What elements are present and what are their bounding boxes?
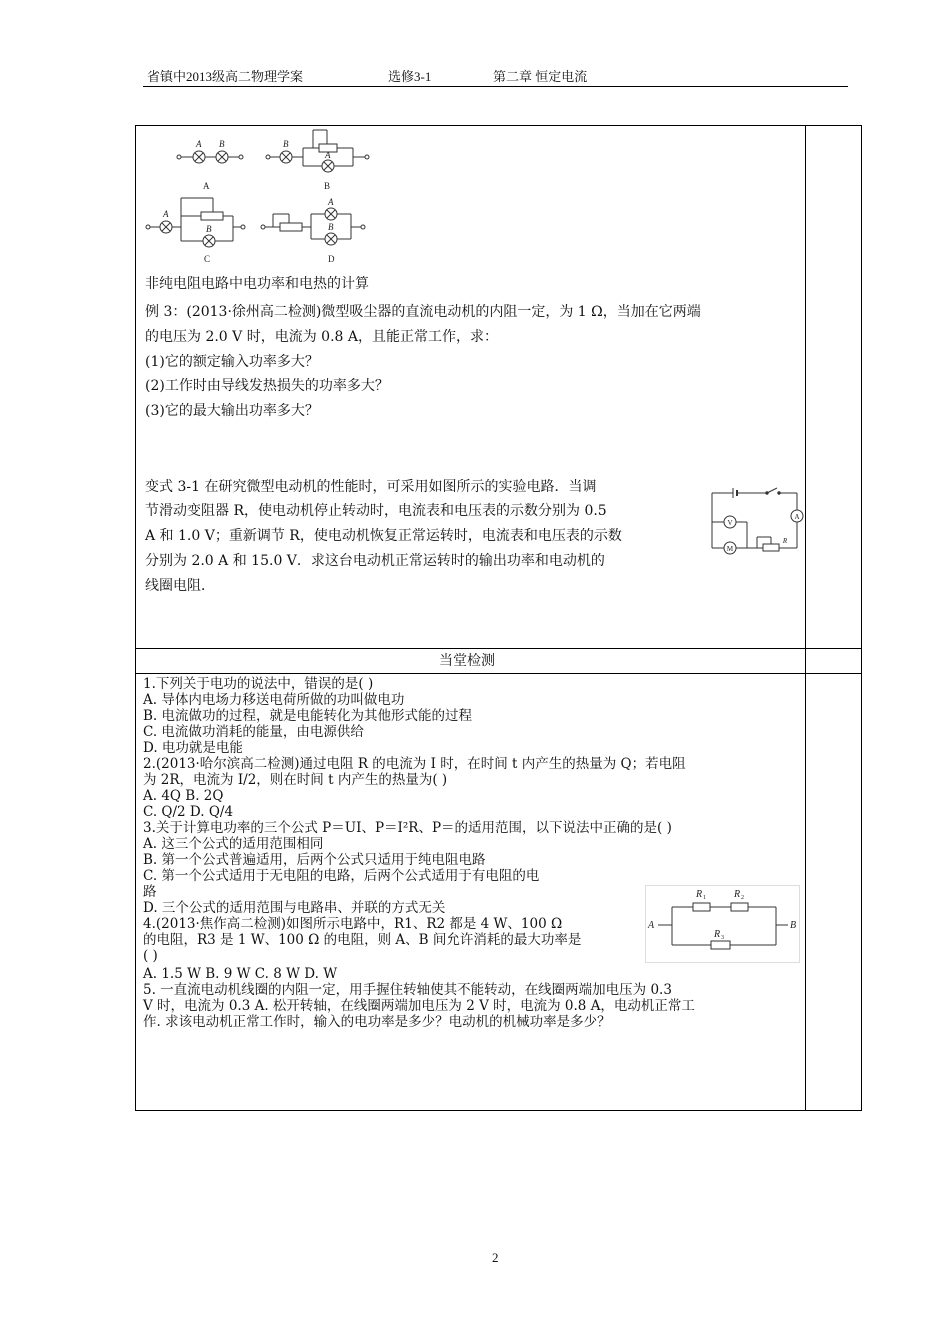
section-title: 当堂检测 — [439, 653, 495, 669]
q1-option-c: C. 电流做功消耗的能量，由电源供给 — [143, 724, 364, 740]
lamp-label-b3: B — [206, 224, 212, 234]
title-row-rule — [135, 673, 862, 674]
terminal-b-label: B — [790, 920, 797, 931]
q5-line-1: 5. 一直流电动机线圈的内阻一定，用手握住转轴使其不能转动，在线圈两端加电压为 0.3 — [143, 982, 672, 998]
lamp-circuits-figure — [143, 126, 375, 266]
q2-options-ab: A. 4Q B. 2Q — [143, 788, 224, 804]
lower-table-divider — [805, 648, 806, 1111]
rheostat-label: R — [782, 537, 788, 545]
motor-circuit-figure — [707, 485, 805, 555]
page-number: 2 — [492, 1250, 499, 1265]
variant-line-3: A 和 1.0 V；重新调节 R，使电动机恢复正常运转时，电流表和电压表的示数 — [145, 528, 622, 544]
lamp-label-a2: A — [325, 150, 331, 160]
q3-option-c-2: 路 — [143, 884, 157, 900]
r2-label: R — [734, 889, 741, 900]
q5-line-3: 作. 求该电动机正常工作时，输入的电功率是多少？电动机的机械功率是多少？ — [143, 1014, 611, 1030]
r3-subscript: 3 — [721, 935, 724, 941]
q3-option-a: A. 这三个公式的适用范围相同 — [143, 836, 324, 852]
example3-q2: (2)工作时由导线发热损失的功率多大？ — [145, 378, 389, 394]
header-course: 选修3-1 — [388, 69, 432, 84]
header-school: 省镇中2013级高二物理学案 — [147, 69, 304, 84]
q1-option-d: D. 电功就是电能 — [143, 740, 243, 756]
q3-option-c-1: C. 第一个公式适用于无电阻的电路，后两个公式适用于有电阻的电 — [143, 868, 540, 884]
q3-stem: 3.关于计算电功率的三个公式 P＝UI、P＝I²R、P＝的适用范围，以下说法中正确的是( ) — [143, 820, 672, 836]
ammeter-label: A — [794, 513, 800, 521]
section-heading: 非纯电阻电路中电功率和电热的计算 — [145, 276, 369, 292]
circuit-label-a: A — [203, 181, 210, 191]
lamp-label-a3: A — [163, 209, 169, 219]
example3-q1: (1)它的额定输入功率多大？ — [145, 354, 319, 370]
circuit-label-b: B — [324, 181, 331, 191]
r2-subscript: 2 — [741, 895, 744, 901]
q3-option-d: D. 三个公式的适用范围与电路串、并联的方式无关 — [143, 900, 446, 916]
voltmeter-label: V — [727, 519, 733, 527]
example3-line-1: 例 3：(2013·徐州高二检测)微型吸尘器的直流电动机的内阻一定，为 1 Ω，当加在它两端 — [145, 304, 701, 320]
lamp-label-b2: B — [283, 139, 289, 149]
resistor-network-figure — [645, 885, 800, 963]
circuit-label-d: D — [328, 254, 335, 264]
header-chapter: 第二章 恒定电流 — [493, 69, 588, 84]
q2-stem-1: 2.(2013·哈尔滨高二检测)通过电阻 R 的电流为 I 时，在时间 t 内产生的热量为 Q；若电阻 — [143, 756, 686, 772]
q2-stem-2: 为 2R，电流为 I/2，则在时间 t 内产生的热量为( ) — [143, 772, 448, 788]
lamp-label-b4: B — [328, 222, 334, 232]
example3-q3: (3)它的最大输出功率多大？ — [145, 403, 319, 419]
terminal-a-label: A — [648, 920, 655, 931]
q1-option-a: A. 导体内电场力移送电荷所做的功叫做电功 — [143, 692, 405, 708]
lamp-label-b: B — [219, 139, 225, 149]
variant-line-2: 节滑动变阻器 R，使电动机停止转动时，电流表和电压表的示数分别为 0.5 — [145, 503, 607, 519]
q1-option-b: B. 电流做功的过程，就是电能转化为其他形式能的过程 — [143, 708, 473, 724]
variant-line-1: 变式 3-1 在研究微型电动机的性能时，可采用如图所示的实验电路．当调 — [145, 479, 597, 495]
variant-line-4: 分别为 2.0 A 和 15.0 V．求这台电动机正常运转时的输出功率和电动机的 — [145, 553, 605, 569]
q3-option-b: B. 第一个公式普遍适用，后两个公式只适用于纯电阻电路 — [143, 852, 486, 868]
q4-stem-1: 4.(2013·焦作高二检测)如图所示电路中，R1、R2 都是 4 W、100 Ω — [143, 916, 563, 932]
q1-stem: 1.下列关于电功的说法中，错误的是( ) — [143, 676, 374, 692]
example3-line-2: 的电压为 2.0 V 时，电流为 0.8 A，且能正常工作，求： — [145, 329, 498, 345]
q4-stem-2: 的电阻，R3 是 1 W、100 Ω 的电阻，则 A、B 间允许消耗的最大功率是 — [143, 932, 582, 948]
header-rule — [143, 86, 848, 87]
upper-table-divider — [805, 125, 806, 649]
r1-label: R — [696, 889, 703, 900]
q4-stem-3: ( ) — [143, 948, 158, 964]
r1-subscript: 1 — [703, 895, 706, 901]
q5-line-2: V 时，电流为 0.3 A. 松开转轴，在线圈两端加电压为 2 V 时，电流为 0.8 A，电动机正常工 — [143, 998, 695, 1014]
lamp-label-a: A — [196, 139, 202, 149]
q4-options: A. 1.5 W B. 9 W C. 8 W D. W — [143, 966, 338, 982]
q2-options-cd: C. Q/2 D. Q/4 — [143, 804, 234, 820]
r3-label: R — [714, 929, 721, 940]
lamp-label-a4: A — [328, 197, 334, 207]
circuit-label-c: C — [204, 254, 211, 264]
motor-label: M — [726, 545, 734, 553]
variant-line-5: 线圈电阻． — [145, 578, 215, 594]
